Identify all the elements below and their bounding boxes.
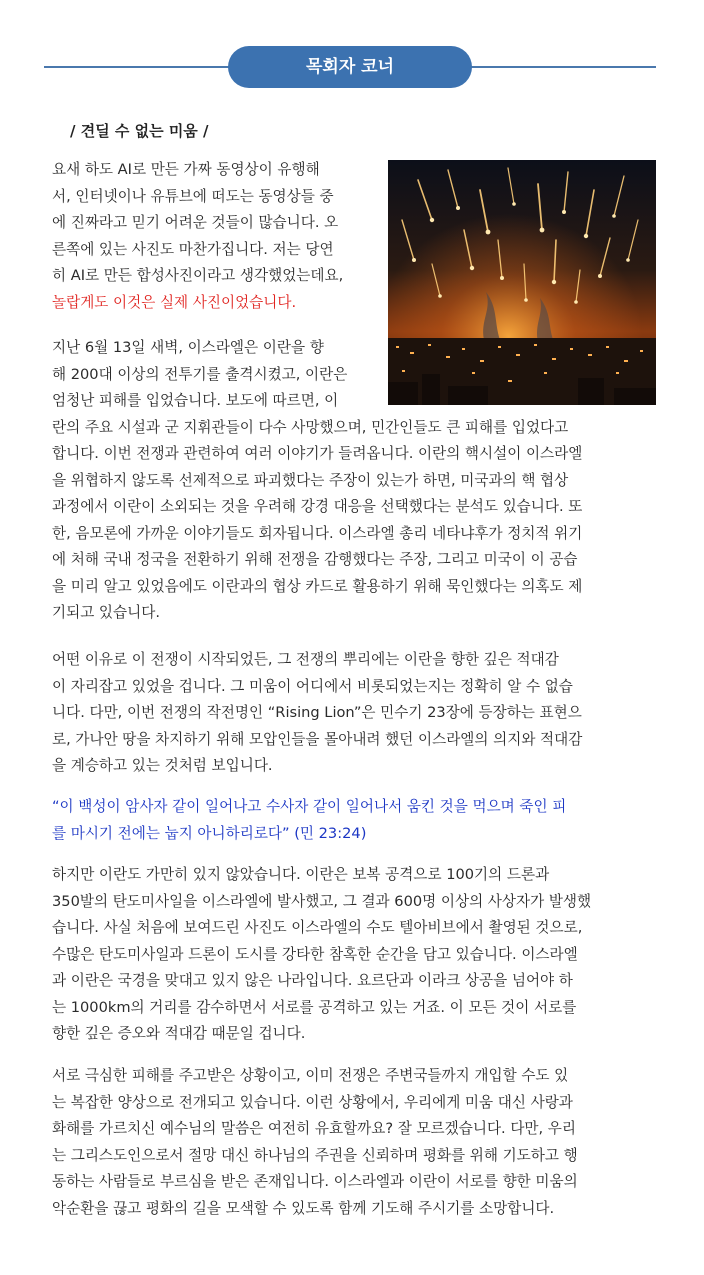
text-line: 화해를 가르치신 예수님의 말씀은 여전히 유효할까요? 잘 모르겠습니다. 다만, 우리: [52, 1120, 576, 1137]
text-line: 에 처해 국내 정국을 전환하기 위해 전쟁을 감행했다는 주장, 그리고 미국이 이 공습: [52, 551, 578, 568]
paragraph-6: [52, 1063, 656, 1222]
paragraph-2: [52, 335, 656, 627]
text-line: 는 1000km의 거리를 감수하면서 서로를 공격하고 있는 거죠. 이 모든 것이 서로를: [52, 998, 577, 1016]
text-line: 과정에서 이란이 소외되는 것을 우려해 강경 대응을 선택했다는 분석도 있습니다. 또: [52, 498, 583, 515]
section-header: [0, 44, 704, 90]
text-line: 히 AI로 만든 합성사진이라고 생각했었는데요,: [52, 267, 344, 284]
text-line: 과 이란은 국경을 맞대고 있지 않은 나라입니다. 요르단과 이라크 상공을 넘어야 하: [52, 972, 573, 989]
quote-line: 를 마시기 전에는 눕지 아니하리로다” (민 23:24): [52, 824, 367, 842]
text-line: 350발의 탄도미사일을 이스라엘에 발사했고, 그 결과 600명 이상의 사상자가 발생했: [52, 892, 592, 910]
text-line: 서, 인터넷이나 유튜브에 떠도는 동영상들 중: [52, 187, 334, 205]
text-line: 요새 하도 AI로 만든 가짜 동영상이 유행해: [52, 161, 320, 178]
text-line: 기되고 있습니다.: [52, 604, 160, 621]
text-line: 을 위협하지 않도록 선제적으로 파괴했다는 주장이 있는가 하면, 미국과의 핵 협상: [52, 471, 569, 489]
text-line: 동하는 사람들로 부르심을 받은 존재입니다. 이스라엘과 이란이 서로를 향한 미움의: [52, 1173, 578, 1190]
text-line: 서로 극심한 피해를 주고받은 상황이고, 이미 전쟁은 주변국들까지 개입할 수도 있: [52, 1067, 569, 1084]
highlight-red-text: 놀랍게도 이것은 실제 사진이었습니다.: [52, 293, 297, 311]
text-line: 향한 깊은 증오와 적대감 때문일 겁니다.: [52, 1025, 306, 1042]
text-line: 니다. 다만, 이번 전쟁의 작전명인 “Rising Lion”은 민수기 23장에 등장하는 표현으: [52, 704, 582, 721]
paragraph-5: [52, 862, 656, 1048]
text-line: 엄청난 피해를 입었습니다. 보도에 따르면, 이: [52, 392, 339, 409]
text-line: 악순환을 끊고 평화의 길을 모색할 수 있도록 함께 기도해 주시기를 소망합니다.: [52, 1199, 555, 1217]
text-line: 지난 6월 13일 새벽, 이스라엘은 이란을 향: [52, 339, 324, 356]
text-line: 로, 가나안 땅을 차지하기 위해 모압인들을 몰아내려 했던 이스라엘의 의지와 적대감: [52, 730, 583, 748]
text-line: 어떤 이유로 이 전쟁이 시작되었든, 그 전쟁의 뿌리에는 이란을 향한 깊은 적대감: [52, 651, 559, 668]
text-line: 이 자리잡고 있었을 겁니다. 그 미움이 어디에서 비롯되었는지는 정확히 알 수 없습: [52, 677, 573, 695]
text-line: 란의 주요 시설과 군 지휘관들이 다수 사망했으며, 민간인들도 큰 피해를 입었다고: [52, 418, 569, 436]
paragraph-1: [52, 157, 392, 316]
text-line: 해 200대 이상의 전투기를 출격시켰고, 이란은: [52, 365, 348, 383]
text-line: 습니다. 사실 처음에 보여드린 사진도 이스라엘의 수도 텔아비브에서 촬영된 것으로,: [52, 919, 583, 936]
text-line: 는 그리스도인으로서 절망 대신 하나님의 주권을 신뢰하며 평화를 위해 기도하고 행: [52, 1146, 578, 1164]
paragraph-3: [52, 647, 656, 780]
section-title: 목회자 코너: [228, 46, 472, 88]
text-line: 을 미리 알고 있었음에도 이란과의 협상 카드로 활용하기 위해 묵인했다는 의혹도 제: [52, 577, 583, 595]
text-line: 합니다. 이번 전쟁과 관련하여 여러 이야기가 들려옵니다. 이란의 핵시설이 이스라엘: [52, 445, 583, 462]
text-line: 에 진짜라고 믿기 어려운 것들이 많습니다. 오: [52, 214, 339, 231]
text-line: 수많은 탄도미사일과 드론이 도시를 강타한 참혹한 순간을 담고 있습니다. 이스라엘: [52, 945, 578, 963]
text-line: 는 복잡한 양상으로 전개되고 있습니다. 이런 상황에서, 우리에게 미움 대신 사랑과: [52, 1093, 573, 1111]
text-line: 한, 음모론에 가까운 이야기들도 회자됩니다. 이스라엘 총리 네타냐후가 정치적 위기: [52, 524, 583, 542]
text-line: 른쪽에 있는 사진도 마찬가집니다. 저는 당연: [52, 240, 334, 258]
text-line: 하지만 이란도 가만히 있지 않았습니다. 이란은 보복 공격으로 100기의 드론과: [52, 866, 550, 883]
bible-quote: [52, 794, 656, 847]
quote-line: “이 백성이 암사자 같이 일어나고 수사자 같이 일어나서 움킨 것을 먹으며 죽인 피: [52, 798, 567, 815]
text-line: 을 계승하고 있는 것처럼 보입니다.: [52, 757, 273, 774]
article-heading: / 견딜 수 없는 미움 /: [70, 122, 209, 140]
